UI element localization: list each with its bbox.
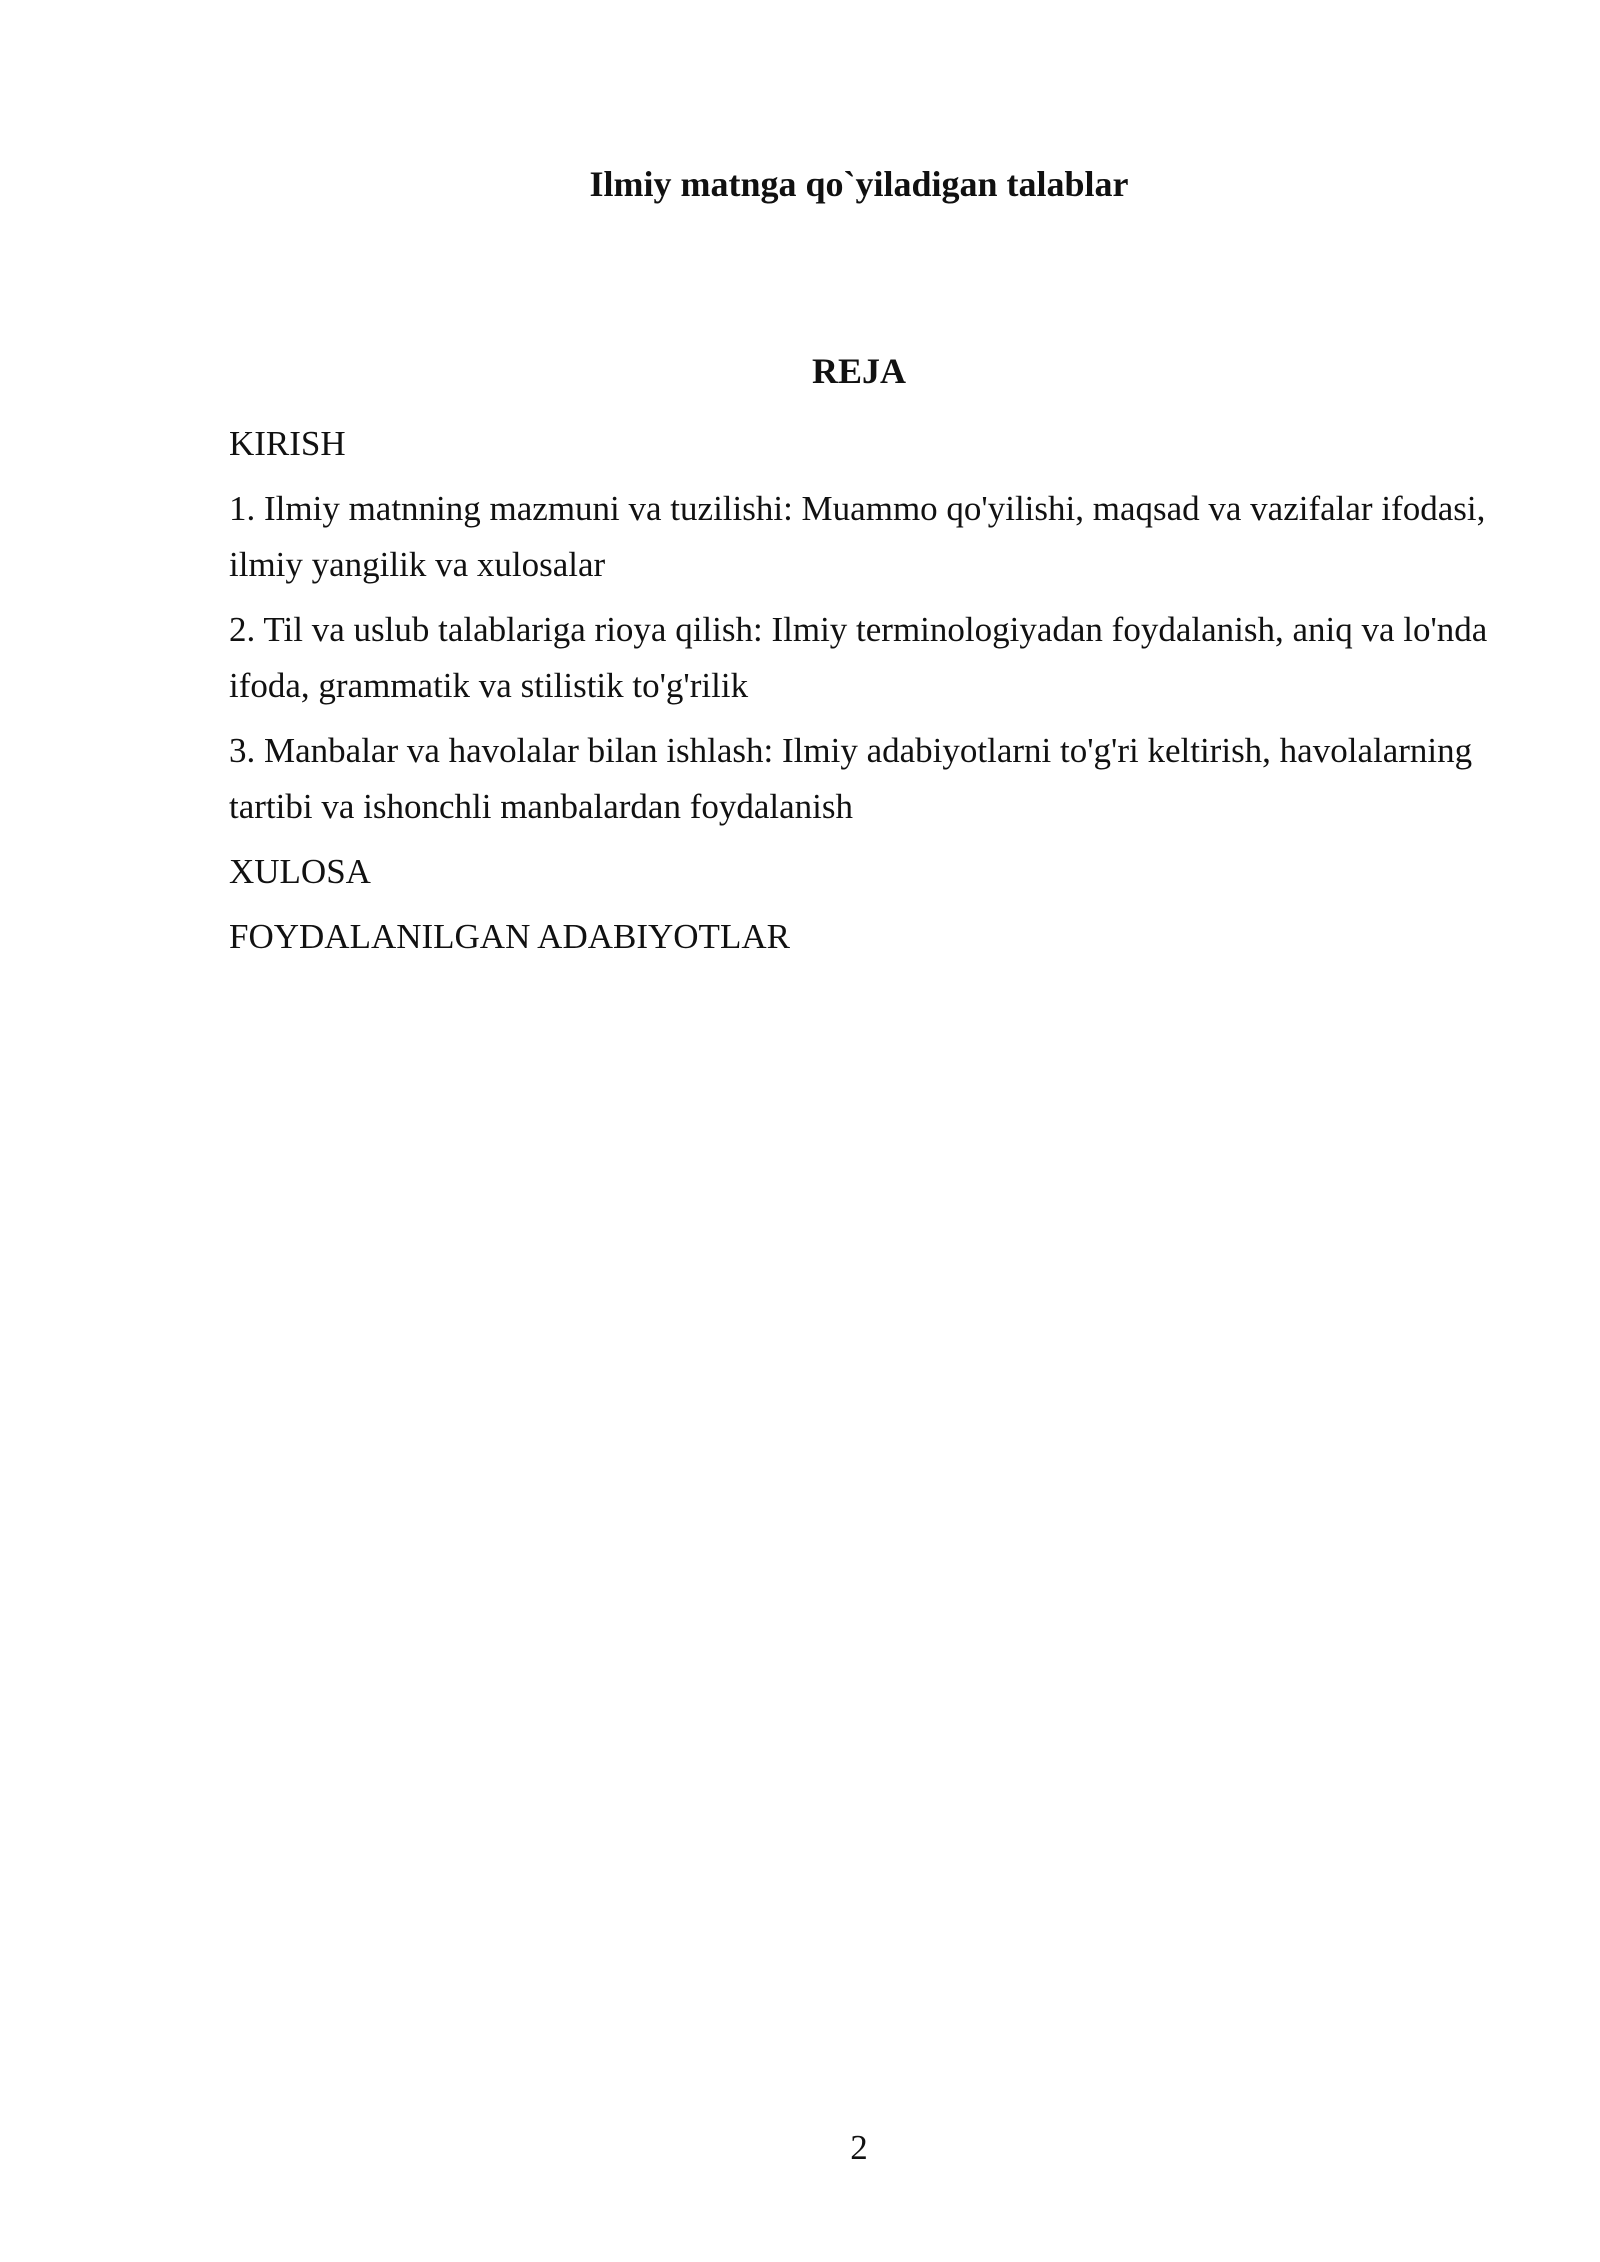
plan-item-introduction: KIRISH — [229, 424, 346, 463]
plan-item-1: 1. Ilmiy matnning mazmuni va tuzilishi: Muammo qo'yilishi, maqsad va vazifalar ifodasi, ilmiy yangilik va xulosalar — [229, 489, 1486, 584]
page-number: 2 — [850, 2128, 868, 2167]
plan-heading: REJA — [811, 351, 906, 391]
plan-item-3: 3. Manbalar va havolalar bilan ishlash: Ilmiy adabiyotlarni to'g'ri keltirish, havolalarning tartibi va ishonchli manbalardan foydalanish — [229, 731, 1473, 826]
plan-item-references: FOYDALANILGAN ADABIYOTLAR — [229, 917, 790, 956]
plan-item-2: 2. Til va uslub talablariga rioya qilish: Ilmiy terminologiyadan foydalanish, aniq va lo'nda ifoda, grammatik va stilistik to'g'rilik — [229, 610, 1488, 705]
plan-list — [229, 416, 1499, 974]
plan-item-conclusion: XULOSA — [229, 852, 371, 891]
document-title: Ilmiy matnga qo`yiladigan talablar — [589, 164, 1129, 204]
